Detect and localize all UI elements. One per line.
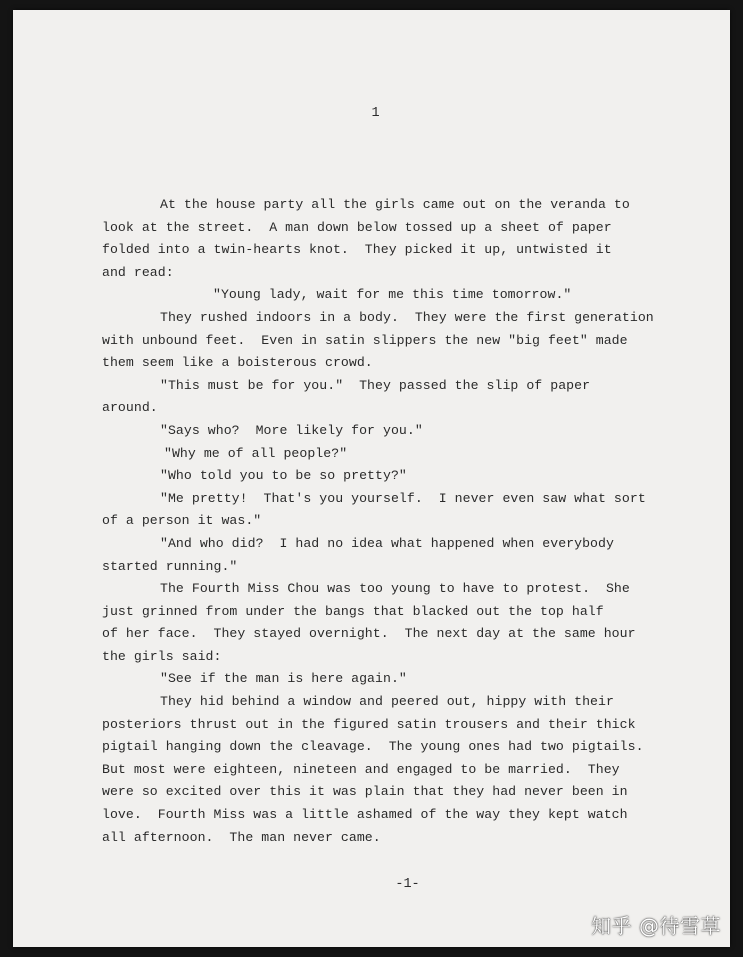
page-number-bottom <box>13 877 730 892</box>
text-line: just grinned from under the bangs that blacked out the top half <box>102 603 604 619</box>
text-line: love. Fourth Miss was a little ashamed of the way they kept watch <box>102 807 628 823</box>
text-line: look at the street. A man down below tossed up a sheet of paper <box>102 219 612 235</box>
page-number-top-text: 1 <box>371 106 380 121</box>
document-page <box>13 10 730 947</box>
text-line: "Young lady, wait for me this time tomorrow." <box>213 287 572 303</box>
text-line: them seem like a boisterous crowd. <box>102 355 373 371</box>
text-line: of a person it was." <box>102 513 262 529</box>
text-line: The Fourth Miss Chou was too young to have to protest. She <box>160 581 630 597</box>
text-line: and read: <box>102 264 174 280</box>
text-line: "This must be for you." They passed the slip of paper <box>160 377 591 393</box>
text-line: "Why me of all people?" <box>164 445 348 461</box>
text-line: the girls said: <box>102 648 222 664</box>
text-line: "Me pretty! That's you yourself. I never even saw what sort <box>160 490 646 506</box>
text-line: But most were eighteen, nineteen and engaged to be married. They <box>102 761 620 777</box>
text-line: They hid behind a window and peered out, hippy with their <box>160 694 614 710</box>
text-line: "Says who? More likely for you." <box>160 422 423 438</box>
body-text <box>102 194 702 849</box>
text-line: At the house party all the girls came out on the veranda to <box>160 197 630 212</box>
page-number-top <box>13 106 730 121</box>
text-line: "See if the man is here again." <box>160 671 407 687</box>
text-line: "And who did? I had no idea what happened when everybody <box>160 535 614 551</box>
text-line: started running." <box>102 558 238 574</box>
text-line: all afternoon. The man never came. <box>102 829 381 845</box>
text-line: "Who told you to be so pretty?" <box>160 468 407 484</box>
text-line: of her face. They stayed overnight. The next day at the same hour <box>102 626 636 642</box>
page-number-bottom-text: -1- <box>395 877 420 892</box>
text-line: were so excited over this it was plain that they had never been in <box>102 784 628 800</box>
text-line: around. <box>102 400 158 416</box>
text-line: posteriors thrust out in the figured satin trousers and their thick <box>102 716 636 732</box>
text-line: They rushed indoors in a body. They were the first generation <box>160 309 654 325</box>
watermark: 知乎 @待雪草 <box>591 914 721 938</box>
text-line: pigtail hanging down the cleavage. The young ones had two pigtails. <box>102 739 644 755</box>
text-line: with unbound feet. Even in satin slippers the new "big feet" made <box>102 332 628 348</box>
text-line: folded into a twin-hearts knot. They picked it up, untwisted it <box>102 242 612 258</box>
